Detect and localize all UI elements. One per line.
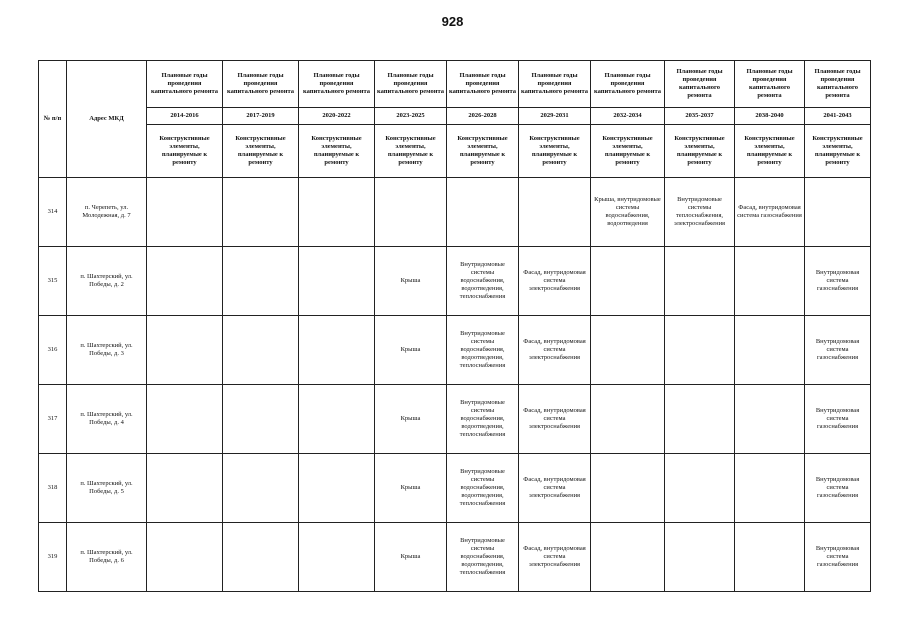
row-cell bbox=[299, 385, 375, 454]
header-period: 2017-2019 bbox=[223, 108, 299, 125]
header-elements: Конструктивные элементы, планируемые к ремонту bbox=[299, 125, 375, 178]
table-row bbox=[39, 316, 871, 385]
header-elements: Конструктивные элементы, планируемые к ремонту bbox=[805, 125, 871, 178]
row-cell: Внутридомовая система газоснабжения bbox=[805, 247, 871, 316]
header-years-title: Плановые годы проведения капитального ремонта bbox=[665, 61, 735, 108]
table-row bbox=[39, 523, 871, 592]
row-cell bbox=[375, 178, 447, 247]
header-years-title: Плановые годы проведения капитального ремонта bbox=[375, 61, 447, 108]
header-years-title: Плановые годы проведения капитального ремонта bbox=[223, 61, 299, 108]
row-address: п. Шахтерский, ул. Победы, д. 5 bbox=[67, 454, 147, 523]
row-cell: Внутридомовая система газоснабжения bbox=[805, 454, 871, 523]
row-number: 319 bbox=[39, 523, 67, 592]
table-row bbox=[39, 385, 871, 454]
row-cell: Внутридомовые системы водоснабжения, водоотведения, теплоснабжения bbox=[447, 316, 519, 385]
header-period: 2035-2037 bbox=[665, 108, 735, 125]
header-period: 2032-2034 bbox=[591, 108, 665, 125]
row-cell: Фасад, внутридомовая система электроснабжения bbox=[519, 247, 591, 316]
row-cell bbox=[735, 523, 805, 592]
row-cell: Внутридомовые системы водоснабжения, водоотведения, теплоснабжения bbox=[447, 247, 519, 316]
row-cell: Фасад, внутридомовая система газоснабжения bbox=[735, 178, 805, 247]
row-cell bbox=[591, 385, 665, 454]
header-years-title: Плановые годы проведения капитального ремонта bbox=[735, 61, 805, 108]
row-cell: Внутридомовая система газоснабжения bbox=[805, 316, 871, 385]
row-cell bbox=[299, 178, 375, 247]
capital-repair-plan-table bbox=[38, 60, 871, 592]
row-number: 316 bbox=[39, 316, 67, 385]
table-row bbox=[39, 454, 871, 523]
row-address: п. Черепеть, ул. Молодежная, д. 7 bbox=[67, 178, 147, 247]
row-cell bbox=[805, 178, 871, 247]
header-elements: Конструктивные элементы, планируемые к ремонту bbox=[223, 125, 299, 178]
header-elements: Конструктивные элементы, планируемые к ремонту bbox=[447, 125, 519, 178]
row-cell: Внутридомовые системы водоснабжения, водоотведения, теплоснабжения bbox=[447, 454, 519, 523]
row-cell: Крыша bbox=[375, 247, 447, 316]
header-address: Адрес МКД bbox=[67, 61, 147, 178]
header-years-title: Плановые годы проведения капитального ремонта bbox=[591, 61, 665, 108]
row-cell bbox=[223, 385, 299, 454]
row-cell: Внутридомовые системы водоснабжения, водоотведения, теплоснабжения bbox=[447, 523, 519, 592]
header-years-title: Плановые годы проведения капитального ремонта bbox=[147, 61, 223, 108]
row-number: 314 bbox=[39, 178, 67, 247]
row-cell bbox=[147, 523, 223, 592]
row-cell: Фасад, внутридомовая система электроснабжения bbox=[519, 454, 591, 523]
row-cell: Внутридомовые системы водоснабжения, водоотведения, теплоснабжения bbox=[447, 385, 519, 454]
row-number: 315 bbox=[39, 247, 67, 316]
row-cell bbox=[223, 523, 299, 592]
row-address: п. Шахтерский, ул. Победы, д. 6 bbox=[67, 523, 147, 592]
header-period: 2029-2031 bbox=[519, 108, 591, 125]
row-cell: Фасад, внутридомовая система электроснабжения bbox=[519, 523, 591, 592]
header-period: 2023-2025 bbox=[375, 108, 447, 125]
header-period: 2020-2022 bbox=[299, 108, 375, 125]
row-cell bbox=[665, 523, 735, 592]
header-years-row bbox=[39, 61, 871, 108]
header-num: № п/п bbox=[39, 61, 67, 178]
row-cell bbox=[299, 454, 375, 523]
header-periods-row bbox=[39, 108, 871, 125]
row-cell bbox=[299, 316, 375, 385]
row-cell bbox=[735, 385, 805, 454]
row-cell: Внутридомовая система газоснабжения bbox=[805, 385, 871, 454]
header-elements: Конструктивные элементы, планируемые к ремонту bbox=[147, 125, 223, 178]
table-row bbox=[39, 178, 871, 247]
row-number: 317 bbox=[39, 385, 67, 454]
header-years-title: Плановые годы проведения капитального ремонта bbox=[447, 61, 519, 108]
row-cell bbox=[665, 385, 735, 454]
row-cell bbox=[223, 247, 299, 316]
header-elements: Конструктивные элементы, планируемые к ремонту bbox=[665, 125, 735, 178]
row-cell bbox=[665, 247, 735, 316]
row-address: п. Шахтерский, ул. Победы, д. 2 bbox=[67, 247, 147, 316]
row-cell bbox=[299, 523, 375, 592]
header-elements: Конструктивные элементы, планируемые к ремонту bbox=[375, 125, 447, 178]
row-cell bbox=[591, 523, 665, 592]
row-cell bbox=[223, 454, 299, 523]
row-cell bbox=[223, 316, 299, 385]
row-cell bbox=[665, 454, 735, 523]
row-cell bbox=[519, 178, 591, 247]
row-cell bbox=[147, 385, 223, 454]
row-cell bbox=[147, 454, 223, 523]
header-elements: Конструктивные элементы, планируемые к ремонту bbox=[519, 125, 591, 178]
header-years-title: Плановые годы проведения капитального ремонта bbox=[805, 61, 871, 108]
row-cell: Крыша bbox=[375, 316, 447, 385]
row-cell: Крыша, внутридомовые системы водоснабжения, водоотведения bbox=[591, 178, 665, 247]
row-cell bbox=[591, 247, 665, 316]
header-years-title: Плановые годы проведения капитального ремонта bbox=[299, 61, 375, 108]
row-cell bbox=[735, 316, 805, 385]
row-cell bbox=[735, 247, 805, 316]
row-cell bbox=[591, 316, 665, 385]
row-cell: Фасад, внутридомовая система электроснабжения bbox=[519, 385, 591, 454]
table-row bbox=[39, 247, 871, 316]
header-elements-row bbox=[39, 125, 871, 178]
row-cell: Фасад, внутридомовая система электроснабжения bbox=[519, 316, 591, 385]
row-cell bbox=[223, 178, 299, 247]
header-elements: Конструктивные элементы, планируемые к ремонту bbox=[735, 125, 805, 178]
header-period: 2026-2028 bbox=[447, 108, 519, 125]
row-cell: Внутридомовые системы теплоснабжения, электроснабжения bbox=[665, 178, 735, 247]
row-cell bbox=[735, 454, 805, 523]
row-cell bbox=[147, 316, 223, 385]
header-period: 2038-2040 bbox=[735, 108, 805, 125]
row-cell: Крыша bbox=[375, 523, 447, 592]
row-cell: Крыша bbox=[375, 385, 447, 454]
row-cell bbox=[447, 178, 519, 247]
row-cell: Крыша bbox=[375, 454, 447, 523]
row-cell bbox=[147, 178, 223, 247]
header-period: 2041-2043 bbox=[805, 108, 871, 125]
row-cell: Внутридомовая система газоснабжения bbox=[805, 523, 871, 592]
page-number: 928 bbox=[441, 14, 464, 29]
row-address: п. Шахтерский, ул. Победы, д. 4 bbox=[67, 385, 147, 454]
row-number: 318 bbox=[39, 454, 67, 523]
row-cell bbox=[299, 247, 375, 316]
row-cell bbox=[665, 316, 735, 385]
row-cell bbox=[591, 454, 665, 523]
header-years-title: Плановые годы проведения капитального ремонта bbox=[519, 61, 591, 108]
row-cell bbox=[147, 247, 223, 316]
header-elements: Конструктивные элементы, планируемые к ремонту bbox=[591, 125, 665, 178]
row-address: п. Шахтерский, ул. Победы, д. 3 bbox=[67, 316, 147, 385]
header-period: 2014-2016 bbox=[147, 108, 223, 125]
